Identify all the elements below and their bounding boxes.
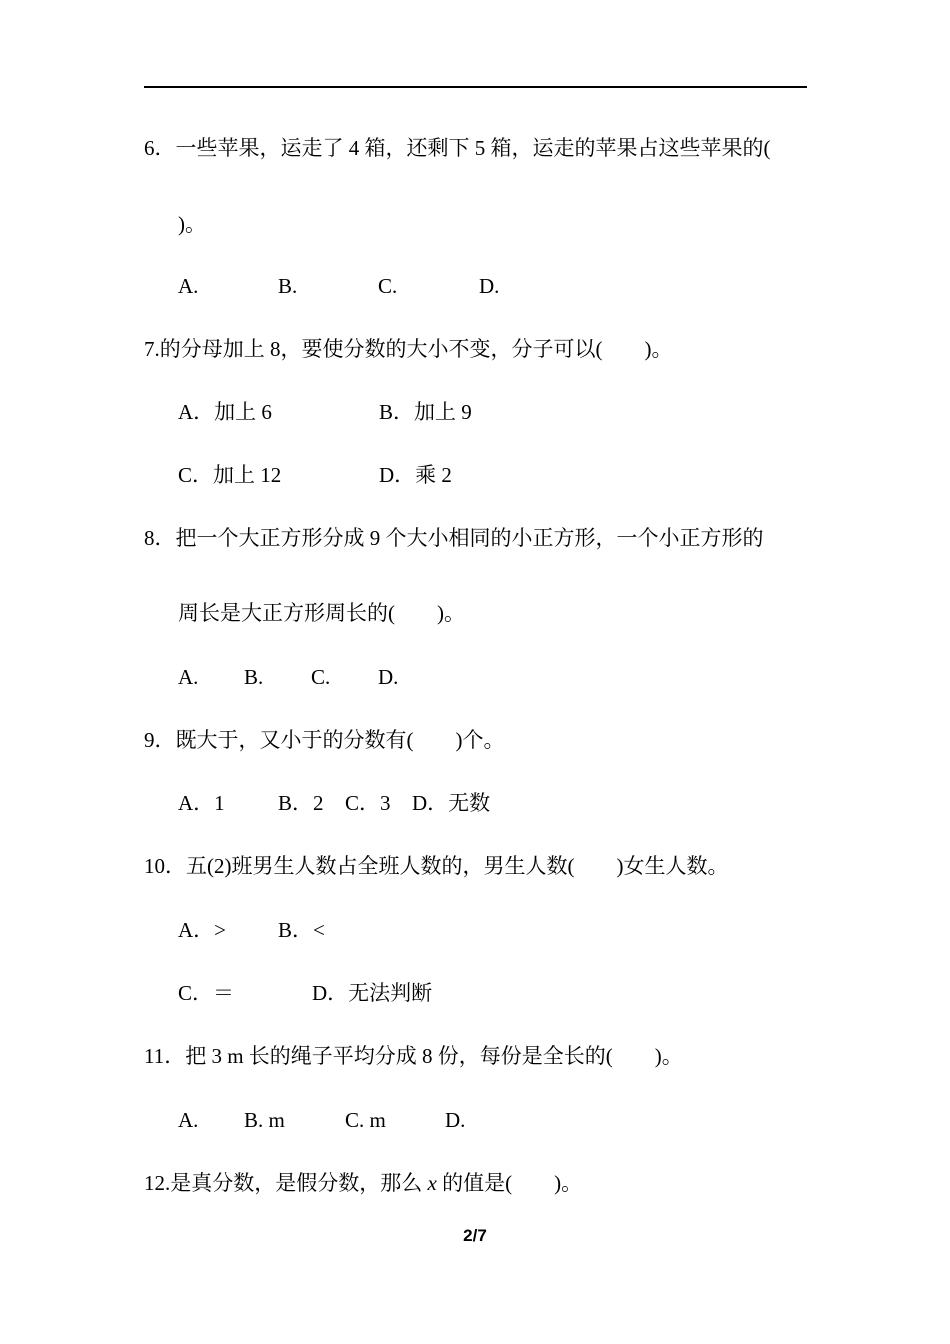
q10-option-d: D．无法判断 bbox=[312, 981, 433, 1005]
q7-option-d: D．乘 2 bbox=[379, 463, 452, 487]
q11-option-b: B. m bbox=[244, 1108, 285, 1132]
q8-option-c: C. bbox=[311, 665, 331, 689]
q11-line1: 11．把 3 m 长的绳子平均分成 8 份，每份是全长的( )。 bbox=[144, 1044, 683, 1068]
q7-line1: 7.的分母加上 8，要使分数的大小不变，分子可以( )。 bbox=[144, 337, 673, 361]
q6-option-d: D. bbox=[479, 274, 500, 298]
q8-line1: 8．把一个大正方形分成 9 个大小相同的小正方形，一个小正方形的 bbox=[144, 526, 764, 550]
q9-option-a: A．1 bbox=[178, 791, 225, 815]
q6-option-c: C. bbox=[378, 274, 398, 298]
q8-option-a: A. bbox=[178, 665, 199, 689]
q10-option-c: C．＝ bbox=[178, 981, 235, 1005]
q12-text-a: 12.是真分数，是假分数，那么 bbox=[144, 1171, 428, 1195]
header-rule bbox=[144, 86, 807, 88]
q11-option-d: D. bbox=[445, 1108, 466, 1132]
q7-option-b: B．加上 9 bbox=[379, 400, 472, 424]
q9-option-c: C．3 bbox=[345, 791, 391, 815]
q6-option-b: B. bbox=[278, 274, 298, 298]
q8-line2: 周长是大正方形周长的( )。 bbox=[178, 601, 465, 625]
q12-text-b: 的值是( )。 bbox=[436, 1171, 583, 1195]
page-number: 2/7 bbox=[463, 1226, 487, 1245]
q7-option-a: A．加上 6 bbox=[178, 400, 272, 424]
q11-option-a: A. bbox=[178, 1108, 199, 1132]
q9-option-d: D．无数 bbox=[412, 791, 491, 815]
q7-option-c: C．加上 12 bbox=[178, 463, 282, 487]
q9-line1: 9．既大于，又小于的分数有( )个。 bbox=[144, 728, 505, 752]
q10-option-b: B．< bbox=[278, 918, 325, 942]
q6-option-a: A. bbox=[178, 274, 199, 298]
q6-line2: )。 bbox=[178, 212, 206, 236]
q9-option-b: B．2 bbox=[278, 791, 324, 815]
q12-variable-x: x bbox=[427, 1171, 437, 1195]
q8-option-d: D. bbox=[378, 665, 399, 689]
q10-option-a: A．> bbox=[178, 918, 227, 942]
q12-line1 bbox=[144, 1170, 582, 1196]
q6-line1: 6．一些苹果，运走了 4 箱，还剩下 5 箱，运走的苹果占这些苹果的( bbox=[144, 136, 771, 160]
q11-option-c: C. m bbox=[345, 1108, 386, 1132]
q8-option-b: B. bbox=[244, 665, 264, 689]
q10-line1: 10．五(2)班男生人数占全班人数的，男生人数( )女生人数。 bbox=[144, 854, 729, 878]
